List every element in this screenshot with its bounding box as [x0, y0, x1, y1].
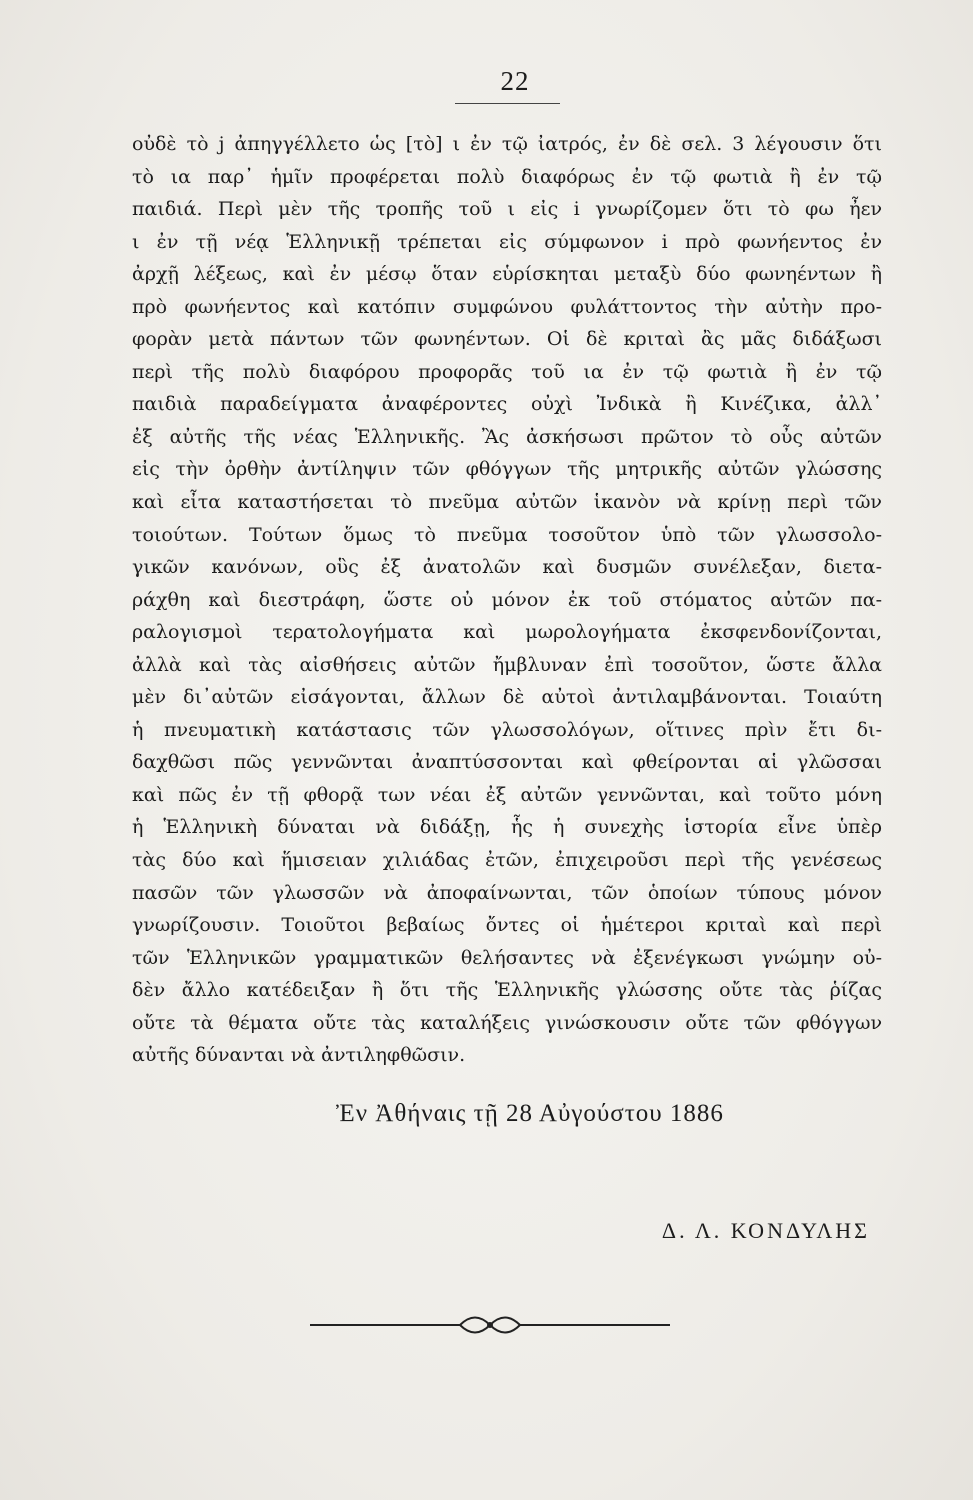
text-line: εἰς τὴν ὀρθὴν ἀντίληψιν τῶν φθόγγων τῆς μητρικῆς αὐτῶν γλώσσης [132, 458, 882, 481]
text-line: ι ἐν τῇ νέᾳ Ἑλληνικῇ τρέπεται εἰς σύμφωνον i πρὸ φωνήεντος ἐν [132, 230, 882, 253]
text-line: οὐδὲ τὸ j ἀπηγγέλλετο ὡς [τὸ] ι ἐν τῷ ἰατρός, ἐν δὲ σελ. 3 λέγουσιν ὅτι [132, 133, 882, 155]
text-line: γνωρίζουσιν. Τοιοῦτοι βεβαίως ὄντες οἱ ἡμέτεροι κριταὶ καὶ περὶ [132, 914, 882, 937]
text-line: ἀρχῇ λέξεως, καὶ ἐν μέσῳ ὅταν εὑρίσκηται μεταξὺ δύο φωνηέντων ἢ [132, 263, 882, 286]
text-line: περὶ τῆς πολὺ διαφόρου προφορᾶς τοῦ ια ἐν τῷ φωτιὰ ἢ ἐν τῷ [132, 360, 882, 383]
text-line: τὸ ια παρ᾽ ἡμῖν προφέρεται πολὺ διαφόρως ἐν τῷ φωτιὰ ἢ ἐν τῷ [132, 165, 882, 188]
text-line: τὰς δύο καὶ ἥμισειαν χιλιάδας ἐτῶν, ἐπιχειροῦσι περὶ τῆς γενέσεως [132, 849, 882, 872]
text-line: ἐξ αὐτῆς τῆς νέας Ἑλληνικῆς. Ἂς ἀσκήσωσι πρῶτον τὸ οὖς αὐτῶν [132, 425, 882, 448]
text-line: ἡ πνευματικὴ κατάστασις τῶν γλωσσολόγων, οἵτινες πρὶν ἔτι δι- [132, 718, 882, 741]
text-line: καὶ εἶτα καταστήσεται τὸ πνεῦμα αὐτῶν ἱκανὸν νὰ κρίνῃ περὶ τῶν [132, 491, 882, 514]
text-line: ἀλλὰ καὶ τὰς αἰσθήσεις αὐτῶν ἤμβλυναν ἐπὶ τοσοῦτον, ὥστε ἄλλα [132, 653, 882, 676]
text-line: δαχθῶσι πῶς γεννῶνται ἀναπτύσσονται καὶ φθείρονται αἱ γλῶσσαι [132, 751, 882, 774]
body-text [132, 128, 882, 1072]
text-line: τῶν Ἑλληνικῶν γραμματικῶν θελήσαντες νὰ ἐξενέγκωσι γνώμην οὐ- [132, 946, 882, 969]
text-line: ραλογισμοὶ τερατολογήματα καὶ μωρολογήματα ἐκσφενδονίζονται, [132, 621, 882, 644]
ornamental-rule [310, 1310, 670, 1340]
dateline: Ἐν Ἀθήναις τῇ 28 Αὐγούστου 1886 [336, 1100, 724, 1127]
text-line: πρὸ φωνήεντος καὶ κατόπιν συμφώνου φυλάττοντος τὴν αὐτὴν προ- [132, 295, 882, 318]
text-line: γικῶν κανόνων, οὓς ἐξ ἀνατολῶν καὶ δυσμῶν συνέλεξαν, διετα- [132, 556, 882, 579]
author-signature: Δ. Λ. ΚΟΝΔΥΛΗΣ [661, 1218, 870, 1243]
text-line: ἡ Ἑλληνικὴ δύναται νὰ διδάξῃ, ἧς ἡ συνεχὴς ἱστορία εἶνε ὑπὲρ [132, 816, 882, 839]
text-line: δὲν ἄλλο κατέδειξαν ἢ ὅτι τῆς Ἑλληνικῆς γλώσσης οὔτε τὰς ῥίζας [132, 979, 882, 1002]
text-line: μὲν δι᾽αὐτῶν εἰσάγονται, ἄλλων δὲ αὐτοὶ ἀντιλαμβάνονται. Τοιαύτη [132, 686, 882, 709]
text-line: οὔτε τὰ θέματα οὔτε τὰς καταλήξεις γινώσκουσιν οὔτε τῶν φθόγγων [132, 1011, 882, 1034]
text-line: πασῶν τῶν γλωσσῶν νὰ ἀποφαίνωνται, τῶν ὁποίων τύπους μόνον [132, 881, 882, 904]
text-line: φορὰν μετὰ πάντων τῶν φωνηέντων. Οἱ δὲ κριταὶ ἂς μᾶς διδάξωσι [132, 328, 882, 351]
text-line: καὶ πῶς ἐν τῇ φθορᾷ των νέαι ἐξ αὐτῶν γεννῶνται, καὶ τοῦτο μόνη [132, 783, 882, 806]
text-line: τοιούτων. Τούτων ὅμως τὸ πνεῦμα τοσοῦτον ὑπὸ τῶν γλωσσολο- [132, 523, 882, 546]
text-line: αὐτῆς δύνανται νὰ ἀντιληφθῶσιν. [132, 1044, 466, 1067]
text-line: ράχθη καὶ διεστράφη, ὥστε οὐ μόνον ἐκ τοῦ στόματος αὐτῶν πα- [132, 588, 882, 611]
page-number-rule [455, 103, 560, 104]
text-line: παιδιά. Περὶ μὲν τῆς τροπῆς τοῦ ι εἰς i γνωρίζομεν ὅτι τὸ φω ἦεν [132, 198, 882, 221]
text-line: παιδιὰ παραδείγματα ἀναφέροντες οὐχὶ Ἰνδικὰ ἢ Κινέζικα, ἀλλ᾽ [132, 393, 882, 416]
page-number: 22 [500, 66, 530, 96]
